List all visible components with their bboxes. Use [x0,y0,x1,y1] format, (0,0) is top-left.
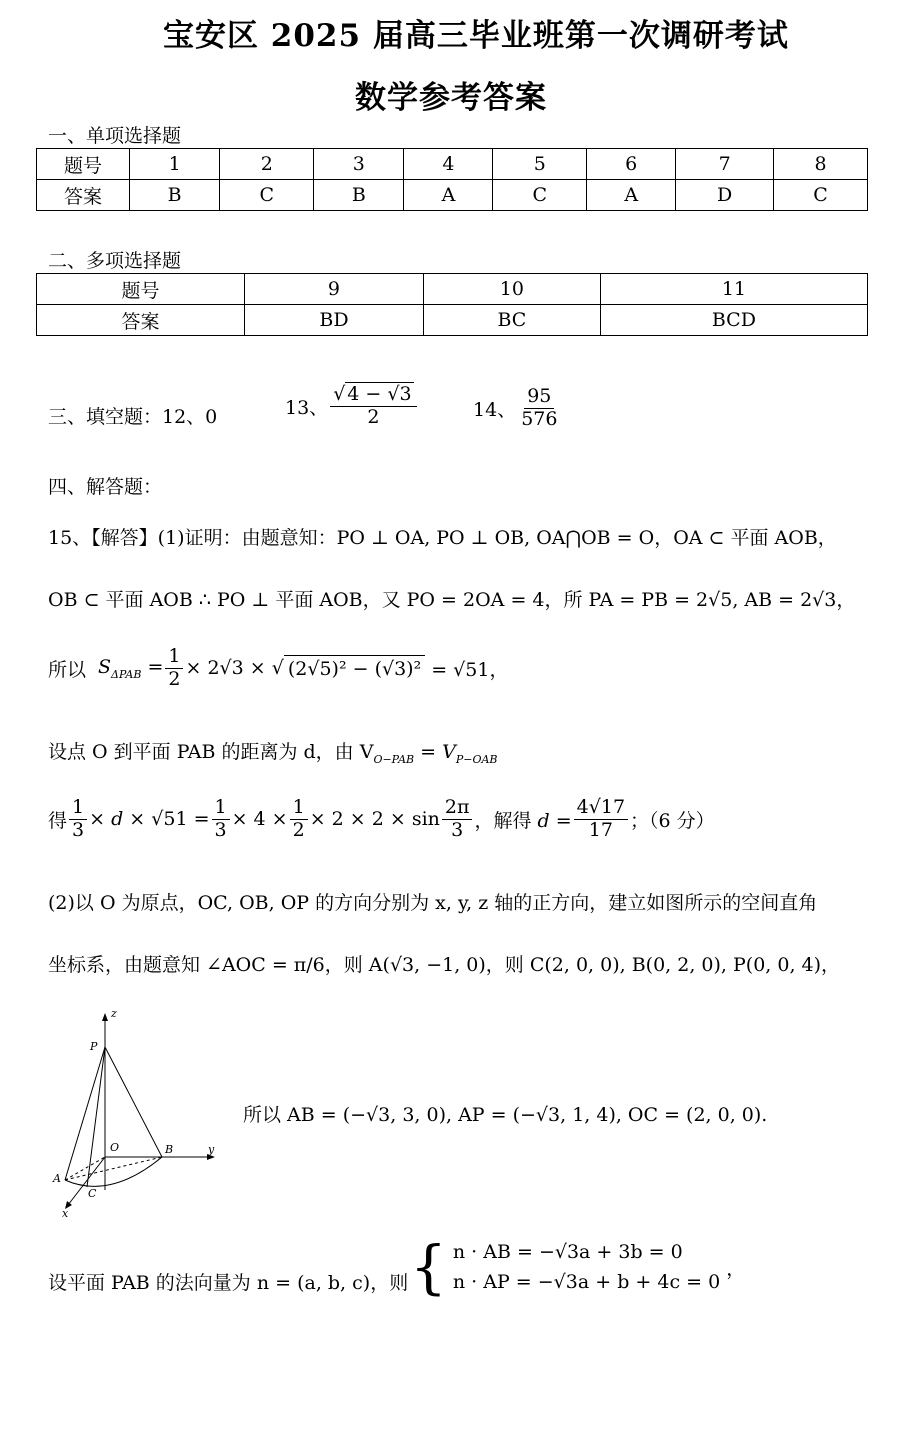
equation-tail: ， [726,1257,746,1280]
section-heading-single: 一、单项选择题 [48,125,182,147]
label-z: z [111,1007,117,1020]
multi-choice-table [36,273,868,336]
edge-PA [65,1047,105,1180]
edge-PC [87,1047,105,1187]
solution-line-6: (2)以 O 为原点，OC, OB, OP 的方向分别为 x, y, z 轴的正方向，建立如图所示的空间直角 [48,892,818,914]
x-axis [68,1157,105,1205]
question-number: 7 [676,149,774,180]
q13-denominator: 2 [367,405,380,428]
solution-line-4: 设点 O 到平面 PAB 的距离为 d，由 $V_{O-PAB} = V_{P-OAB}$ [48,741,498,766]
question-number: 4 [404,149,493,180]
page-title: 宝安区 2025 届高三毕业班第一次调研考试 [163,18,789,54]
section-heading-multi: 二、多项选择题 [48,250,182,272]
label-O: O [110,1141,120,1154]
table-row [37,274,868,305]
q14-fraction [518,386,560,431]
question-number: 8 [774,149,868,180]
solution-line-3 [48,646,508,691]
q13-radicand: 4 − √3 [347,383,412,405]
answer-cell: B [314,180,404,211]
answer-cell: BD [245,305,424,336]
question-number: 2 [220,149,314,180]
solutions-heading: 四、解答题： [48,476,163,498]
label-B: B [165,1143,174,1156]
solution-line-2: OB ⊂ 平面 AOB ∴ PO ⊥ 平面 AOB，又 PO = 2OA = 4，所 PA = PB = 2√5, AB = 2√3， [48,589,856,611]
label-x: x [62,1207,69,1220]
q14-answer [473,386,562,431]
solution-line-9: 设平面 PAB 的法向量为 n = (a, b, c)，则 [48,1272,409,1294]
times-expression: × 2√3 × √ [185,657,284,680]
equation-1: n · AB = −√3a + 3b = 0 [452,1241,683,1263]
get-text: 得 [48,809,68,832]
q13-numerator: √ 4 − √3 [330,384,416,407]
q14-denominator: 576 [521,407,558,430]
page-subtitle: 数学参考答案 [355,80,547,116]
row-label: 答案 [37,180,130,211]
question-number: 10 [423,274,600,305]
area-symbol: $S_{\Delta PAB}$ = [98,655,164,681]
line3-result: = √51， [431,658,509,681]
solution-line-8: 所以 AB = (−√3, 3, 0), AP = (−√3, 1, 4), OC = (2, 0, 0). [243,1104,768,1126]
q14-numerator: 95 [524,386,554,409]
question-number: 11 [600,274,867,305]
row-label: 题号 [37,274,245,305]
line4-text: 设点 O 到平面 PAB 的距离为 d，由 V [48,741,374,763]
solution-line-1: 15、【解答】(1)证明：由题意知：PO ⊥ OA, PO ⊥ OB, OA⋂OB = O，OA ⊂ 平面 AOB， [48,527,837,549]
left-brace: { [410,1233,447,1301]
answer-cell: C [220,180,314,211]
label-C: C [88,1187,97,1200]
radicand-expression: (2√5)² − (√3)² [284,655,425,682]
table-row [37,149,868,180]
answer-cell: D [676,180,774,211]
answer-cell: A [587,180,676,211]
row-label: 题号 [37,149,130,180]
fill-blank-heading: 三、填空题：12、0 [48,406,218,428]
table-row [37,305,868,336]
question-number: 3 [314,149,404,180]
distance-numerator: 4√17 [574,797,628,820]
answer-cell: BC [423,305,600,336]
equation-system [410,1233,746,1301]
answer-cell: C [493,180,587,211]
label-P: P [90,1040,98,1053]
half-fraction: $\frac{1}{2}$ [165,646,183,691]
solution-line-5: 得 $\frac{1}{3}$ × d × √51 = $\frac{1}{3}$ × 4 × $\frac{1}{2}$ × 2 × 2 × sin $\frac{2\pi}{3}$ ，解得 d = $\frac{4√17}{17}$ ；（6 分） [48,796,715,841]
answer-cell: C [774,180,868,211]
answer-cell: B [130,180,220,211]
table-row [37,180,868,211]
q14-label: 14、 [473,398,517,421]
question-number: 1 [130,149,220,180]
score-note: ；（6 分） [630,809,715,832]
q13-label: 13、 [285,396,329,419]
base-arc [65,1157,162,1186]
solution-line-7: 坐标系，由题意知 ∠AOC = π/6，则 A(√3, −1, 0)，则 C(2, 0, 0), B(0, 2, 0), P(0, 0, 4)， [48,954,841,976]
edge-AB [65,1157,162,1180]
q13-fraction [330,384,416,429]
q13-answer [285,384,419,429]
question-number: 5 [493,149,587,180]
distance-denominator: 17 [588,818,613,841]
question-number: 6 [587,149,676,180]
single-choice-table [36,148,868,211]
label-A: A [53,1172,61,1185]
label-y: y [208,1143,215,1156]
line3-prefix: 所以 [48,658,87,681]
equation-2: n · AP = −√3a + b + 4c = 0 [452,1271,721,1293]
cone-figure [50,1005,225,1220]
answer-cell: BCD [600,305,867,336]
answer-cell: A [404,180,493,211]
distance-fraction [574,797,628,842]
row-label: 答案 [37,305,245,336]
question-number: 9 [245,274,424,305]
